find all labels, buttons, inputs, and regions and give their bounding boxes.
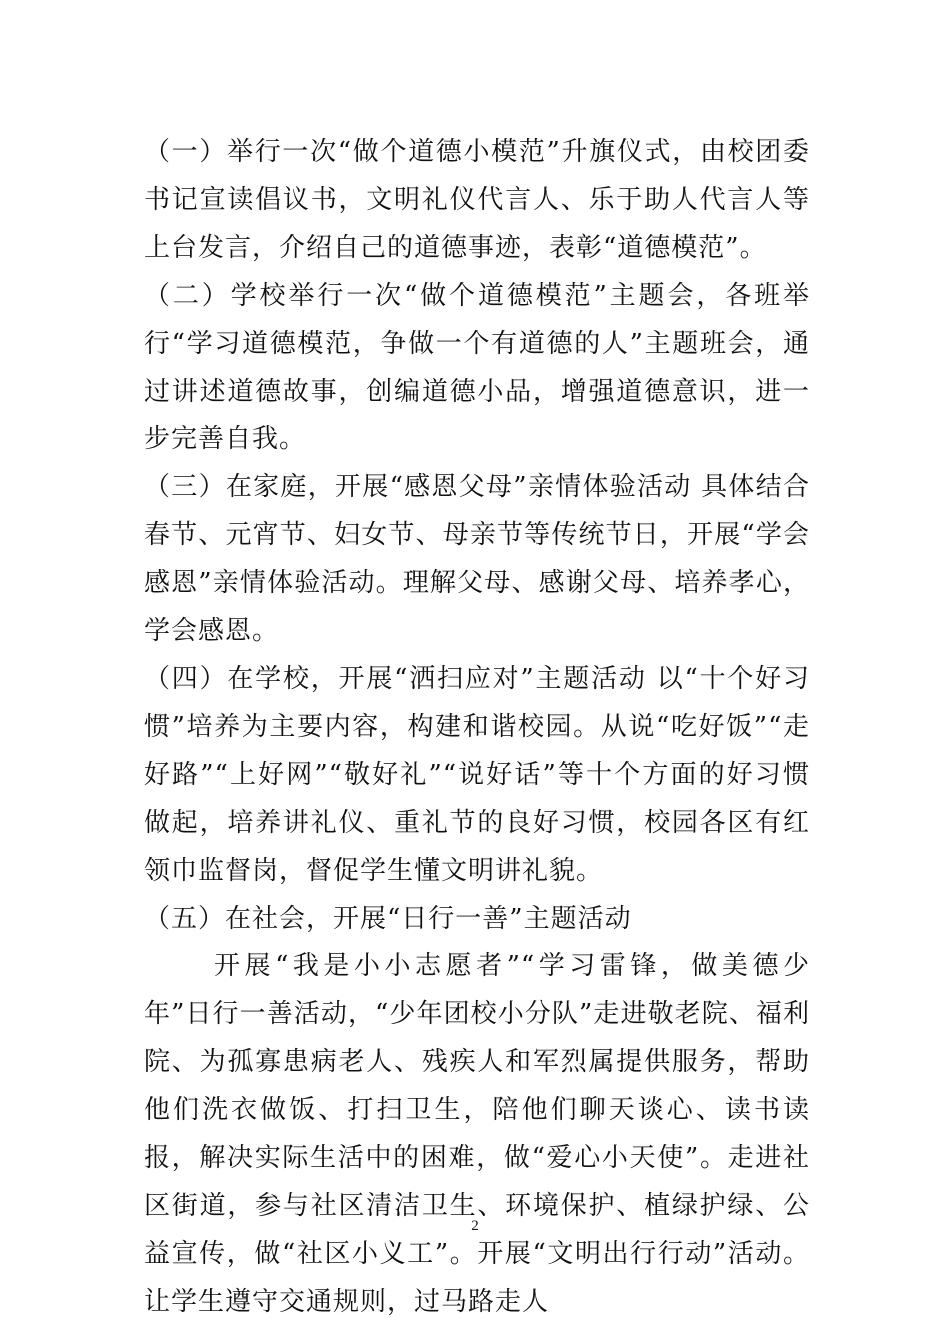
document-body: [144, 129, 810, 1327]
paragraph-section-five-body: 开展“我是小小志愿者”“学习雷锋，做美德少年”日行一善活动，“少年团校小分队”走进敬老院、福利院、为孤寡患病老人、残疾人和军烈属提供服务，帮助他们洗衣做饭、打扫卫生，陪他们聊天谈心、读书读报，解决实际生活中的困难，做“爱心小天使”。走进社区街道，参与社区清洁卫生、环境保护、植绿护绿、公益宣传，做“社区小义工”。开展“文明出行行动”活动。让学生遵守交通规则，过马路走人: [144, 951, 810, 1317]
paragraph-section-three: （三）在家庭，开展“感恩父母”亲情体验活动 具体结合春节、元宵节、妇女节、母亲节等传统节日，开展“学会感恩”亲情体验活动。理解父母、感谢父母、培养孝心，学会感恩。: [144, 472, 810, 647]
paragraph-section-one: （一）举行一次“做个道德小模范”升旗仪式，由校团委书记宣读倡议书，文明礼仪代言人、乐于助人代言人等上台发言，介绍自己的道德事迹，表彰“道德模范”。: [144, 137, 810, 263]
paragraph-section-two: （二）学校举行一次“做个道德模范”主题会，各班举行“学习道德模范，争做一个有道德的人”主题班会，通过讲述道德故事，创编道德小品，增强道德意识，进一步完善自我。: [144, 280, 810, 455]
paragraph-section-four: （四）在学校，开展“洒扫应对”主题活动 以“十个好习惯”培养为主要内容，构建和谐校园。从说“吃好饭”“走好路”“上好网”“敬好礼”“说好话”等十个方面的好习惯做起，培养讲礼仪、重礼节的良好习惯，校园各区有红领巾监督岗，督促学生懂文明讲礼貌。: [144, 663, 810, 886]
heading-section-five: （五）在社会，开展“日行一善”主题活动: [144, 903, 632, 934]
page-number: 2: [471, 1218, 479, 1234]
